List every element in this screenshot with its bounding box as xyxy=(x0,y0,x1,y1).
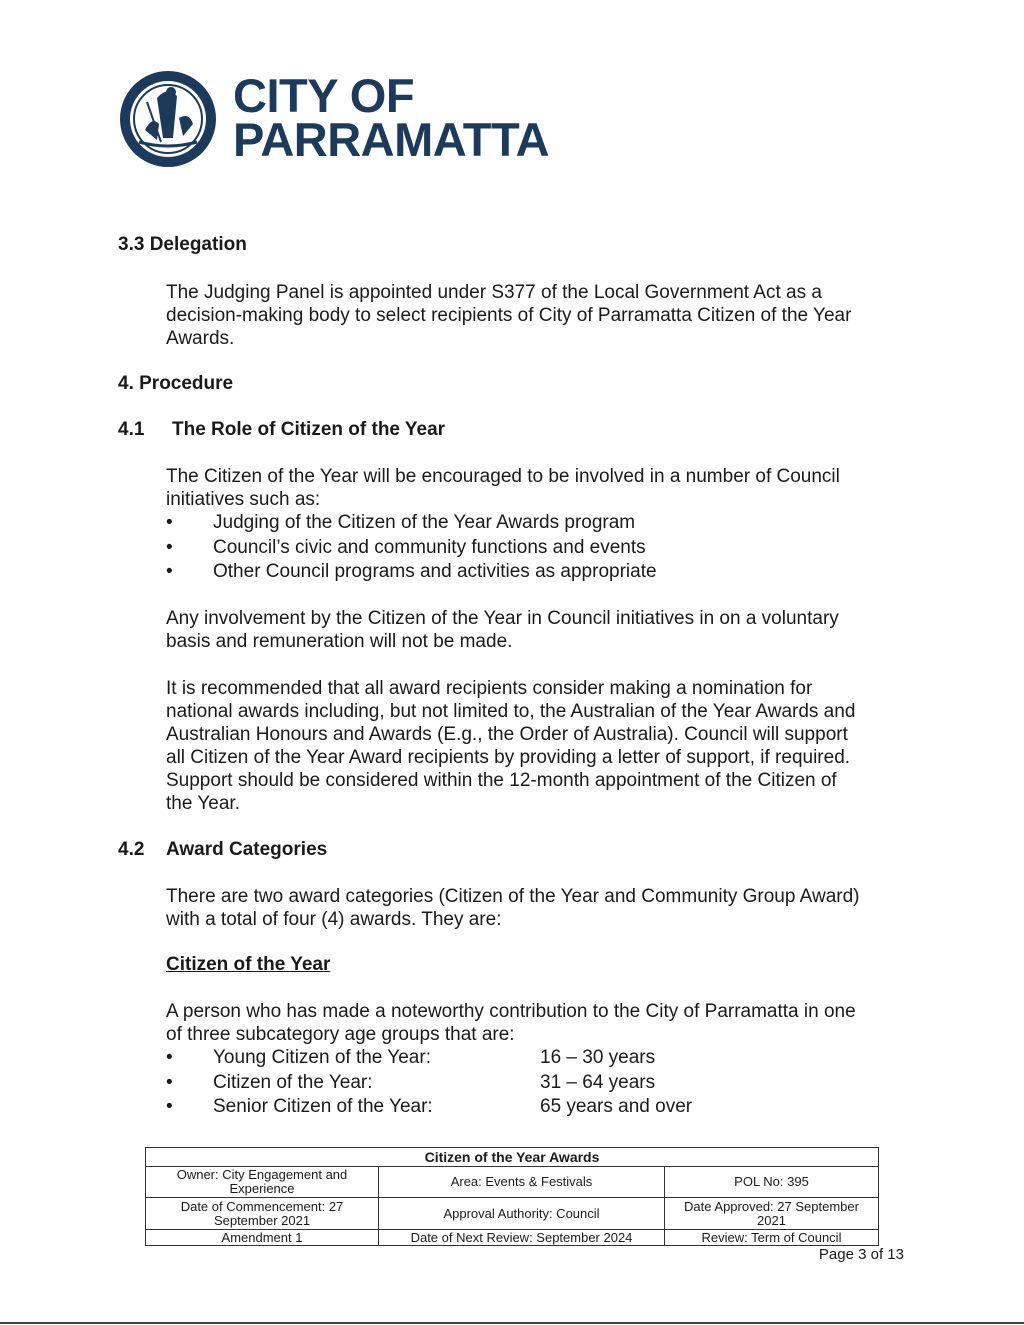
text-line: initiatives such as: xyxy=(166,489,321,510)
bullet-marker: • xyxy=(166,1071,173,1093)
text-line: It is recommended that all award recipients consider making a nomination for xyxy=(166,678,813,699)
text-line: of three subcategory age groups that are: xyxy=(166,1024,515,1045)
section-4-1-paragraph-2 xyxy=(166,607,839,653)
age-group-label: Citizen of the Year: xyxy=(213,1071,373,1093)
list-item-text: Judging of the Citizen of the Year Awards program xyxy=(213,512,636,533)
section-4-2-intro xyxy=(166,885,860,931)
section-3-3-heading: 3.3 Delegation xyxy=(118,234,247,255)
list-item-text: Council’s civic and community functions and events xyxy=(213,536,646,558)
date-approved-cell: Date Approved: 27 September 2021 xyxy=(665,1198,879,1230)
policy-number-cell: POL No: 395 xyxy=(665,1167,879,1198)
citizen-description xyxy=(166,1000,856,1046)
text-line: with a total of four (4) awards. They are: xyxy=(166,909,502,930)
text-line: The Citizen of the Year will be encouraged to be involved in a number of Council xyxy=(166,466,840,487)
approval-authority-cell: Approval Authority: Council xyxy=(379,1198,665,1230)
amendment-cell: Amendment 1 xyxy=(146,1230,379,1246)
text-line: national awards including, but not limited to, the Australian of the Year Awards and xyxy=(166,701,856,722)
review-cell: Review: Term of Council xyxy=(665,1230,879,1246)
text-line: Support should be considered within the 12-month appointment of the Citizen of xyxy=(166,770,837,791)
text-line: A person who has made a noteworthy contribution to the City of Parramatta in one xyxy=(166,1001,856,1022)
age-group-range: 31 – 64 years xyxy=(540,1071,656,1093)
bullet-marker: • xyxy=(166,561,173,582)
section-4-1-intro xyxy=(166,465,840,511)
section-4-2-number: 4.2 xyxy=(118,839,145,860)
text-line: There are two award categories (Citizen of the Year and Community Group Award) xyxy=(166,886,860,907)
page-number: Page 3 of 13 xyxy=(818,1246,904,1263)
section-3-3-paragraph xyxy=(166,281,851,350)
section-4-1-number: 4.1 xyxy=(118,419,145,440)
citizen-of-the-year-subheading: Citizen of the Year xyxy=(166,954,331,975)
logo-line1: CITY OF xyxy=(233,69,415,122)
age-group-label: Young Citizen of the Year: xyxy=(213,1047,431,1068)
bullet-marker: • xyxy=(166,512,173,533)
owner-cell: Owner: City Engagement and Experience xyxy=(146,1167,379,1198)
text-line: The Judging Panel is appointed under S377 of the Local Government Act as a xyxy=(166,282,822,303)
table-title: Citizen of the Year Awards xyxy=(146,1148,879,1167)
area-cell: Area: Events & Festivals xyxy=(379,1167,665,1198)
age-group-label: Senior Citizen of the Year: xyxy=(213,1096,433,1117)
logo-line2: PARRAMATTA xyxy=(233,113,550,166)
bullet-marker: • xyxy=(166,536,173,558)
text-line: basis and remuneration will not be made. xyxy=(166,631,513,652)
text-line: the Year. xyxy=(166,793,240,814)
bullet-marker: • xyxy=(166,1047,173,1068)
text-line: Awards. xyxy=(166,328,235,349)
commencement-cell: Date of Commencement: 27 September 2021 xyxy=(146,1198,379,1230)
section-4-1-title: The Role of Citizen of the Year xyxy=(172,419,446,440)
text-line: decision-making body to select recipients of City of Parramatta Citizen of the Year xyxy=(166,305,852,326)
text-line: Australian Honours and Awards (E.g., the Order of Australia). Council will support xyxy=(166,724,848,745)
city-logo-wordmark xyxy=(233,69,550,166)
age-group-range: 65 years and over xyxy=(540,1096,693,1117)
section-4-1-paragraph-3 xyxy=(166,677,855,815)
document-control-table xyxy=(145,1147,879,1246)
section-4-heading: 4. Procedure xyxy=(118,373,234,394)
age-group-range: 16 – 30 years xyxy=(540,1047,656,1068)
city-logo-emblem xyxy=(117,68,219,170)
text-line: Any involvement by the Citizen of the Year in Council initiatives in on a voluntary xyxy=(166,608,839,629)
next-review-cell: Date of Next Review: September 2024 xyxy=(379,1230,665,1246)
text-line: all Citizen of the Year Award recipients by providing a letter of support, if required. xyxy=(166,747,851,768)
list-item-text: Other Council programs and activities as appropriate xyxy=(213,561,657,582)
section-4-2-title: Award Categories xyxy=(166,839,328,860)
page-bottom-divider xyxy=(0,1322,1024,1324)
bullet-marker: • xyxy=(166,1096,173,1117)
